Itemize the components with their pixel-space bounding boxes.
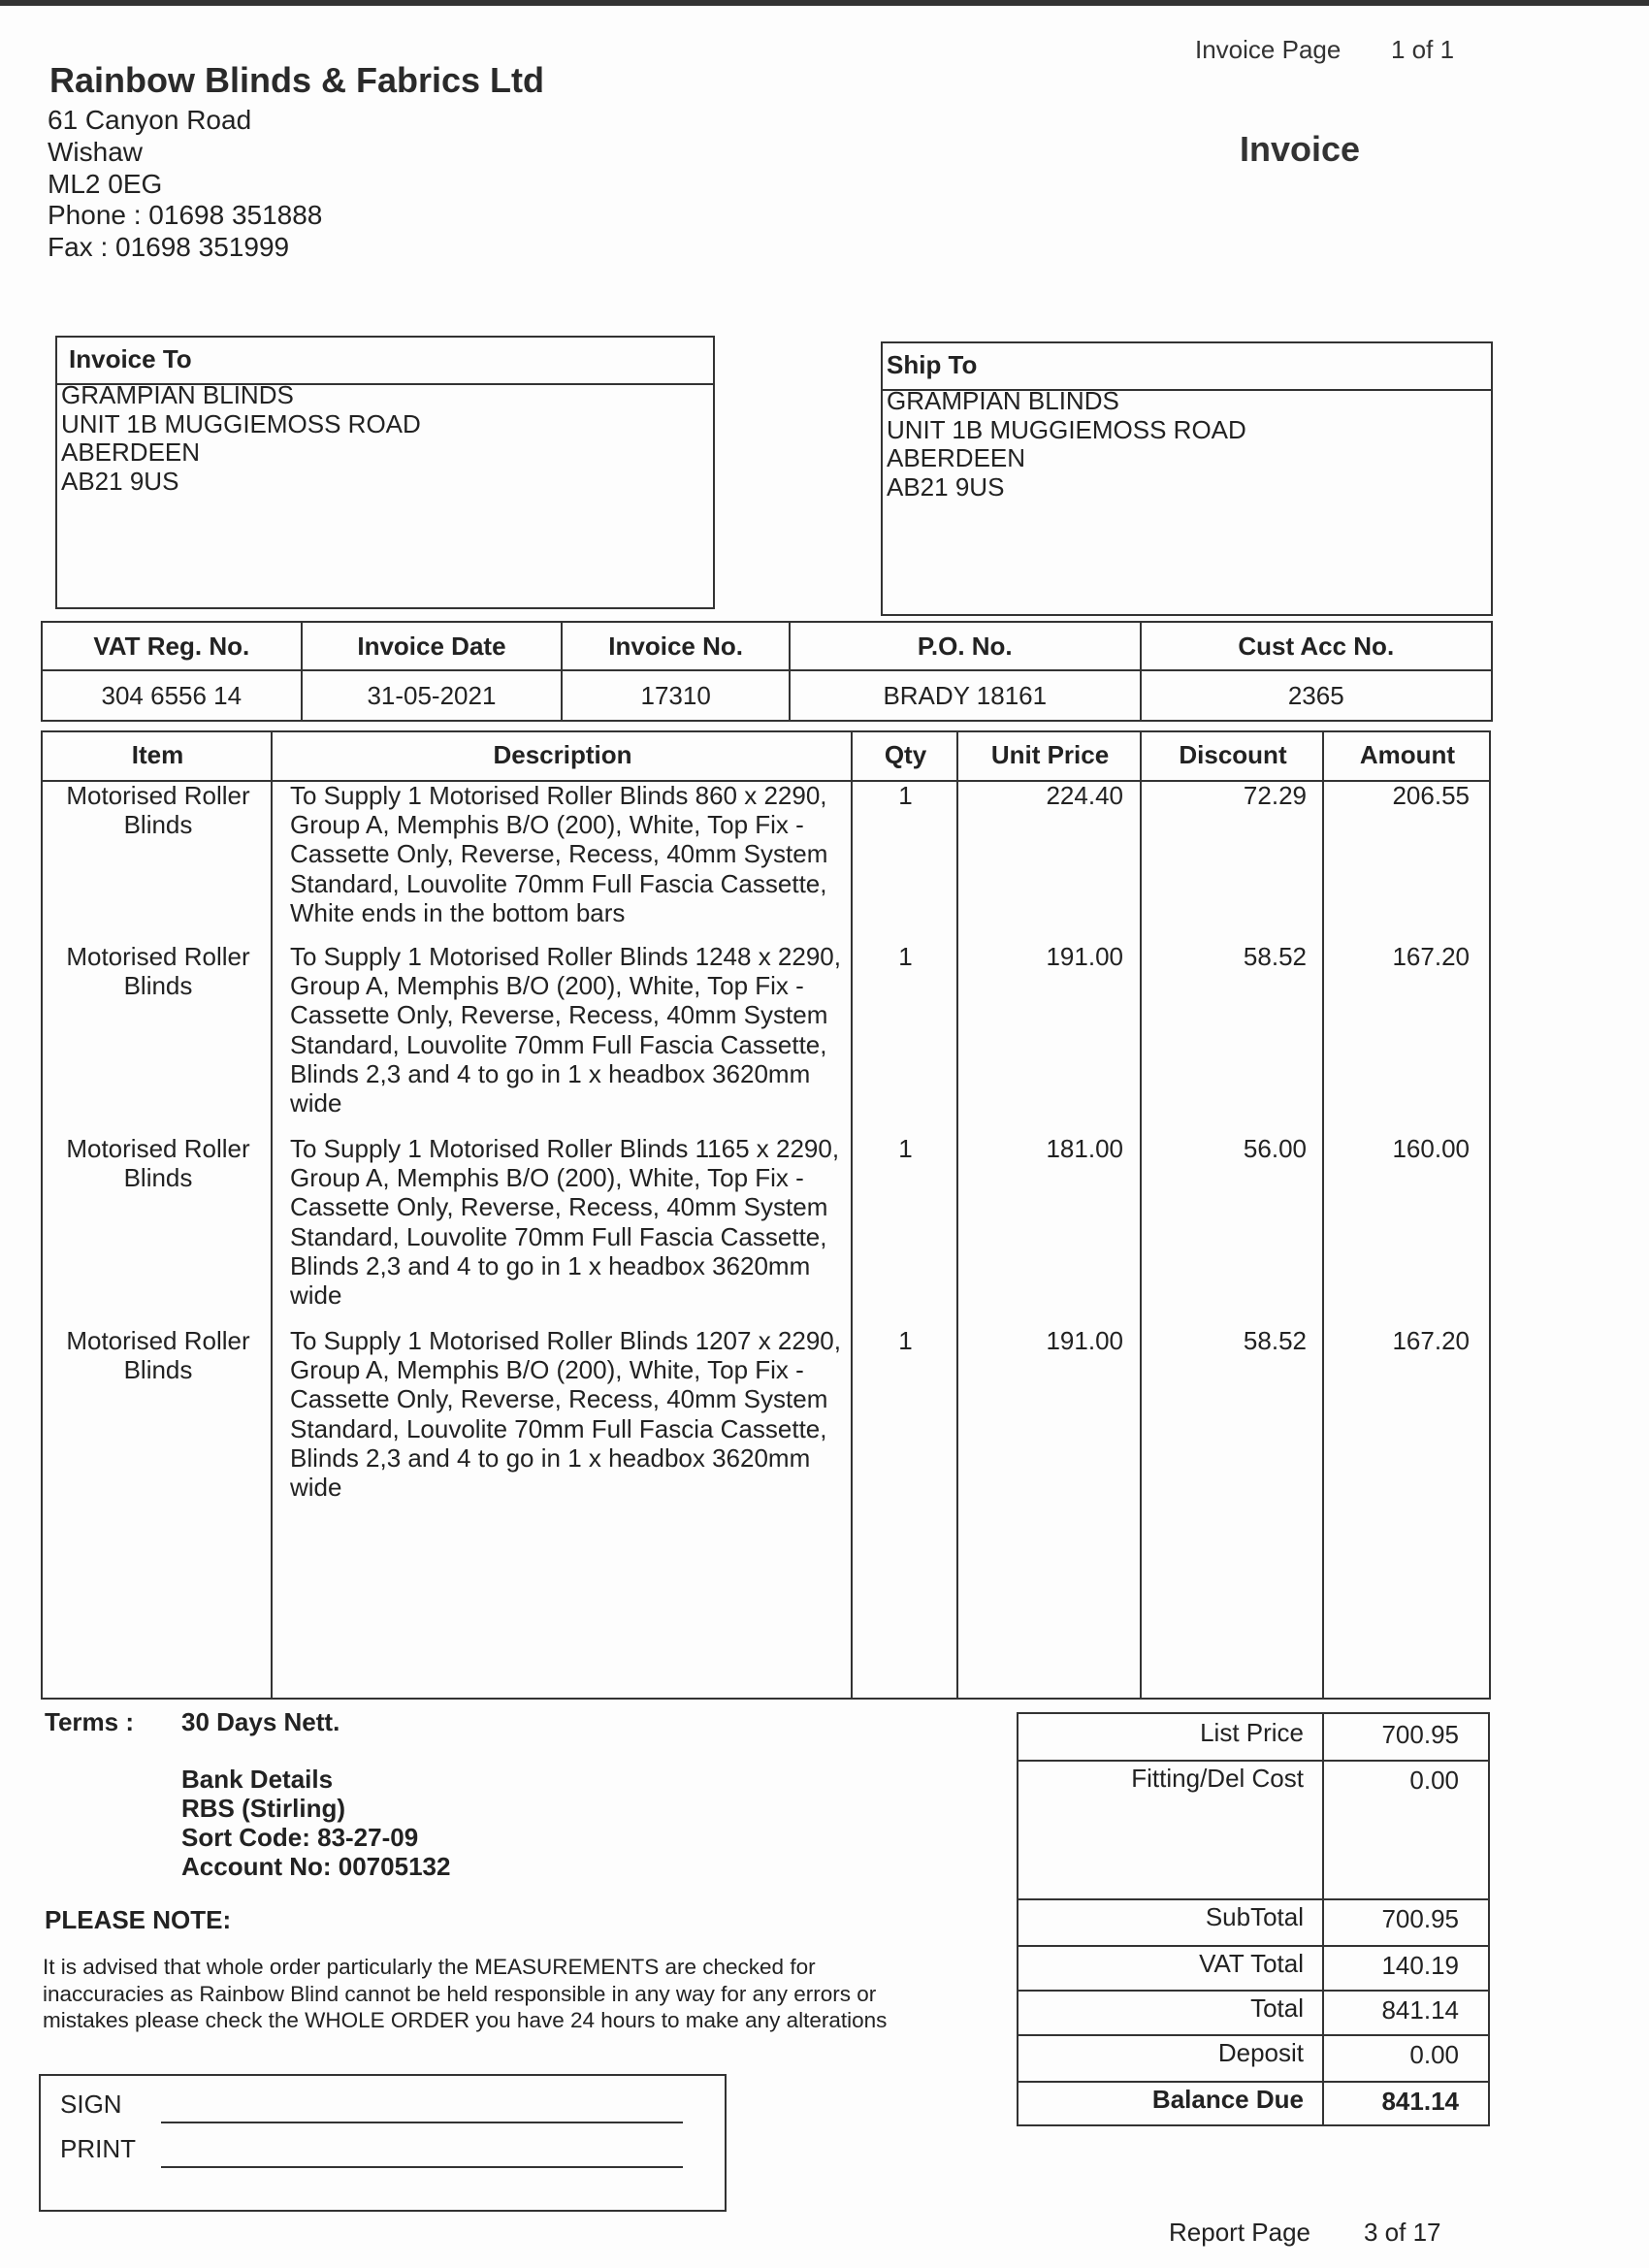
totals-label: Balance Due [1151, 2085, 1304, 2114]
print-line[interactable] [161, 2166, 683, 2168]
address-line: GRAMPIAN BLINDS [887, 386, 1119, 415]
po-no-value: BRADY 18161 [790, 670, 1141, 721]
item-description: To Supply 1 Motorised Roller Blinds 860 x 2290, Group A, Memphis B/O (200), White, Top Fix - Cassette Only, Reverse, Recess, 40mm System Standard, Louvolite 70mm Full Fascia Cassette, White ends in the bottom bars [290, 781, 828, 927]
vat-reg-header: VAT Reg. No. [42, 622, 302, 670]
ship-to-box [881, 341, 1493, 616]
item-name: Motorised Roller Blinds [66, 1134, 250, 1193]
address-line: AB21 9US [887, 471, 1005, 502]
company-address [48, 105, 322, 264]
qty-header: Qty [884, 740, 927, 769]
description-header: Description [493, 740, 632, 769]
totals-row [1018, 1990, 1488, 2036]
terms-value: 30 Days Nett. [181, 1707, 340, 1736]
invoice-info-table [41, 621, 1493, 722]
totals-value: 0.00 [1409, 1766, 1459, 1795]
invoice-date-header: Invoice Date [302, 622, 563, 670]
address-line: GRAMPIAN BLINDS [61, 380, 294, 409]
item-qty: 1 [898, 942, 913, 971]
company-fax: Fax : 01698 351999 [48, 232, 290, 263]
item-discount: 56.00 [1243, 1134, 1307, 1163]
invoice-date-value: 31-05-2021 [302, 670, 563, 721]
note-line: inaccuracies as Rainbow Blind cannot be held responsible in any way for any errors or [43, 1981, 877, 2006]
totals-value: 140.19 [1381, 1951, 1459, 1980]
item-unit-price: 191.00 [1046, 1326, 1123, 1355]
po-no-header: P.O. No. [790, 622, 1141, 670]
item-name: Motorised Roller Blinds [66, 781, 250, 840]
company-phone: Phone : 01698 351888 [48, 200, 323, 231]
item-qty: 1 [898, 781, 913, 810]
item-discount: 58.52 [1243, 942, 1307, 971]
item-amount: 206.55 [1392, 781, 1470, 810]
item-discount: 58.52 [1243, 1326, 1307, 1355]
line-items-table [41, 730, 1491, 1700]
item-unit-price: 181.00 [1046, 1134, 1123, 1163]
item-unit-price: 191.00 [1046, 942, 1123, 971]
cust-acc-value: 2365 [1141, 670, 1492, 721]
account-no: Account No: 00705132 [181, 1852, 451, 1881]
cust-acc-header: Cust Acc No. [1141, 622, 1492, 670]
item-amount: 160.00 [1392, 1134, 1470, 1163]
address-line: UNIT 1B MUGGIEMOSS ROAD [887, 414, 1246, 444]
bank-name: RBS (Stirling) [181, 1794, 345, 1823]
invoice-no-value: 17310 [562, 670, 790, 721]
invoice-page-label: Invoice Page [1195, 35, 1342, 64]
unit-price-header: Unit Price [990, 740, 1110, 769]
totals-row [1018, 1760, 1488, 1900]
totals-value: 700.95 [1381, 1904, 1459, 1933]
items-header-row [43, 732, 1489, 782]
item-description: To Supply 1 Motorised Roller Blinds 1165 x 2290, Group A, Memphis B/O (200), White, Top Fix - Cassette Only, Reverse, Recess, 40mm System Standard, Louvolite 70mm Full Fascia Cassette, Blinds 2,3 and 4 to go in 1 x headbox 3620mm wide [290, 1134, 840, 1311]
signature-box [39, 2074, 727, 2212]
column-divider [1322, 732, 1324, 1698]
sign-label: SIGN [60, 2090, 122, 2119]
item-header: Item [131, 740, 184, 769]
address-line: UNIT 1B MUGGIEMOSS ROAD [61, 408, 421, 438]
item-amount: 167.20 [1392, 942, 1470, 971]
totals-label: List Price [1200, 1718, 1304, 1747]
column-divider [956, 732, 958, 1698]
invoice-to-box [55, 336, 715, 609]
please-note-title: PLEASE NOTE: [45, 1905, 232, 1934]
totals-label: SubTotal [1205, 1902, 1304, 1931]
amount-header: Amount [1359, 740, 1456, 769]
ship-to-address [887, 387, 1246, 502]
item-name: Motorised Roller Blinds [66, 942, 250, 1001]
column-divider [1140, 732, 1142, 1698]
item-name: Motorised Roller Blinds [66, 1326, 250, 1385]
print-label: PRINT [60, 2134, 136, 2163]
totals-label: Fitting/Del Cost [1131, 1764, 1304, 1793]
totals-value: 700.95 [1381, 1720, 1459, 1749]
totals-value: 841.14 [1381, 2087, 1459, 2116]
note-line: It is advised that whole order particularly the MEASUREMENTS are checked for [43, 1955, 816, 1979]
report-page-value: 3 of 17 [1364, 2218, 1441, 2247]
sort-code: Sort Code: 83-27-09 [181, 1823, 419, 1852]
invoice-to-address [61, 381, 421, 496]
note-line: mistakes please check the WHOLE ORDER you have 24 hours to make any alterations [43, 2008, 888, 2032]
invoice-to-label: Invoice To [57, 338, 713, 385]
totals-row [1018, 2081, 1488, 2126]
item-qty: 1 [898, 1134, 913, 1163]
ship-to-label: Ship To [883, 343, 1491, 391]
address-line: ML2 0EG [48, 168, 163, 199]
totals-row [1018, 1898, 1488, 1947]
item-qty: 1 [898, 1326, 913, 1355]
address-line: Wishaw [48, 136, 144, 167]
address-line: AB21 9US [61, 466, 179, 496]
invoice-no-header: Invoice No. [562, 622, 790, 670]
address-line: 61 Canyon Road [48, 105, 252, 135]
address-line: ABERDEEN [887, 443, 1026, 472]
report-page-label: Report Page [1169, 2218, 1310, 2247]
totals-box [1017, 1712, 1490, 2126]
please-note-text [43, 1954, 887, 2034]
item-description: To Supply 1 Motorised Roller Blinds 1207 x 2290, Group A, Memphis B/O (200), White, Top Fix - Cassette Only, Reverse, Recess, 40mm System Standard, Louvolite 70mm Full Fascia Cassette, Blinds 2,3 and 4 to go in 1 x headbox 3620mm wide [290, 1326, 841, 1503]
item-description: To Supply 1 Motorised Roller Blinds 1248 x 2290, Group A, Memphis B/O (200), White, Top Fix - Cassette Only, Reverse, Recess, 40mm System Standard, Louvolite 70mm Full Fascia Cassette, Blinds 2,3 and 4 to go in 1 x headbox 3620mm wide [290, 942, 841, 1118]
document-title: Invoice [1240, 129, 1361, 169]
totals-row [1018, 2034, 1488, 2083]
column-divider [271, 732, 273, 1698]
totals-value: 0.00 [1409, 2040, 1459, 2069]
totals-value: 841.14 [1381, 1995, 1459, 2025]
invoice-page-value: 1 of 1 [1391, 35, 1455, 64]
vat-reg-value: 304 6556 14 [42, 670, 302, 721]
company-name: Rainbow Blinds & Fabrics Ltd [49, 60, 545, 100]
scan-edge [0, 0, 1649, 6]
totals-label: Total [1250, 1993, 1304, 2023]
terms-label: Terms : [45, 1707, 134, 1736]
totals-label: VAT Total [1199, 1949, 1304, 1978]
bank-details [181, 1765, 450, 1881]
column-divider [851, 732, 853, 1698]
discount-header: Discount [1179, 740, 1287, 769]
address-line: ABERDEEN [61, 437, 201, 467]
totals-row [1018, 1714, 1488, 1762]
item-amount: 167.20 [1392, 1326, 1470, 1355]
bank-details-title: Bank Details [181, 1765, 334, 1794]
item-unit-price: 224.40 [1046, 781, 1123, 810]
totals-label: Deposit [1217, 2038, 1304, 2067]
item-discount: 72.29 [1243, 781, 1307, 810]
sign-line[interactable] [161, 2122, 683, 2123]
totals-row [1018, 1945, 1488, 1992]
